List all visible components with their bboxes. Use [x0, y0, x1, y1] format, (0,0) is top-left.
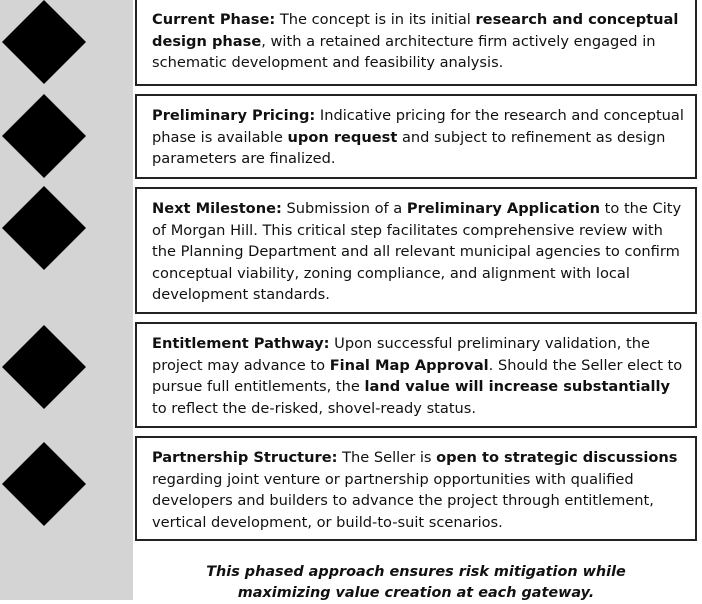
body-text: . Should the Seller elect to pursue full entitlements, the: [152, 356, 683, 395]
closing-line-2: maximizing value creation at each gateway.: [237, 585, 595, 601]
body-text: The Seller is: [337, 449, 437, 466]
card-current-phase: [135, 0, 697, 86]
body-text: The concept is in its initial: [275, 11, 476, 28]
body-text: regarding joint venture or partnership opportunities with qualified developers and builders to advance the project through entitlement, vertical development, or build-to-suit scenarios.: [152, 470, 654, 531]
body-text: and subject to refinement as design parameters are finalized.: [152, 128, 666, 167]
emphasis-text: open to strategic discussions: [436, 449, 678, 466]
emphasis-text: Partnership Structure:: [152, 449, 338, 466]
closing-line-1: This phased approach ensures risk mitigation while: [206, 564, 626, 580]
body-text: Upon successful preliminary validation, the project may advance to: [152, 335, 650, 374]
emphasis-text: Preliminary Application: [406, 200, 601, 217]
card-entitlement-pathway: [135, 322, 697, 428]
emphasis-text: Preliminary Pricing:: [152, 107, 316, 124]
emphasis-text: research and conceptual design phase: [152, 11, 679, 50]
diamond-bullet-icon: [2, 0, 86, 84]
body-text: , with a retained architecture firm actively engaged in schematic development and feasibility analysis.: [152, 32, 656, 71]
emphasis-text: Final Map Approval: [329, 356, 489, 374]
closing-statement: [135, 562, 697, 604]
card-text: [152, 9, 687, 74]
card-text: [152, 447, 687, 533]
emphasis-text: Entitlement Pathway:: [152, 335, 330, 352]
body-text: to reflect the de-risked, shovel-ready status.: [152, 399, 477, 417]
emphasis-text: Next Milestone:: [152, 200, 282, 217]
card-preliminary-pricing: [135, 94, 697, 179]
body-text: Indicative pricing for the research and conceptual phase is available: [152, 107, 684, 146]
diamond-bullet-icon: [2, 186, 86, 270]
card-partnership-structure: [135, 436, 697, 541]
diamond-bullet-icon: [2, 94, 86, 178]
emphasis-text: Current Phase:: [152, 11, 276, 28]
emphasis-text: upon request: [287, 128, 398, 146]
diamond-bullet-icon: [2, 442, 86, 526]
diamond-bullet-icon: [2, 325, 86, 409]
card-next-milestone: [135, 187, 697, 314]
emphasis-text: land value will increase substantially: [364, 378, 671, 395]
body-text: Submission of a: [281, 200, 407, 217]
card-text: [152, 105, 687, 170]
card-text: [152, 198, 687, 306]
card-text: [152, 333, 687, 419]
body-text: to the City of Morgan Hill. This critical step facilitates comprehensive review with the Planning Department and all relevant municipal agencies to confirm conceptual viability, zoning compliance, and alignment with local development standards.: [152, 200, 682, 303]
